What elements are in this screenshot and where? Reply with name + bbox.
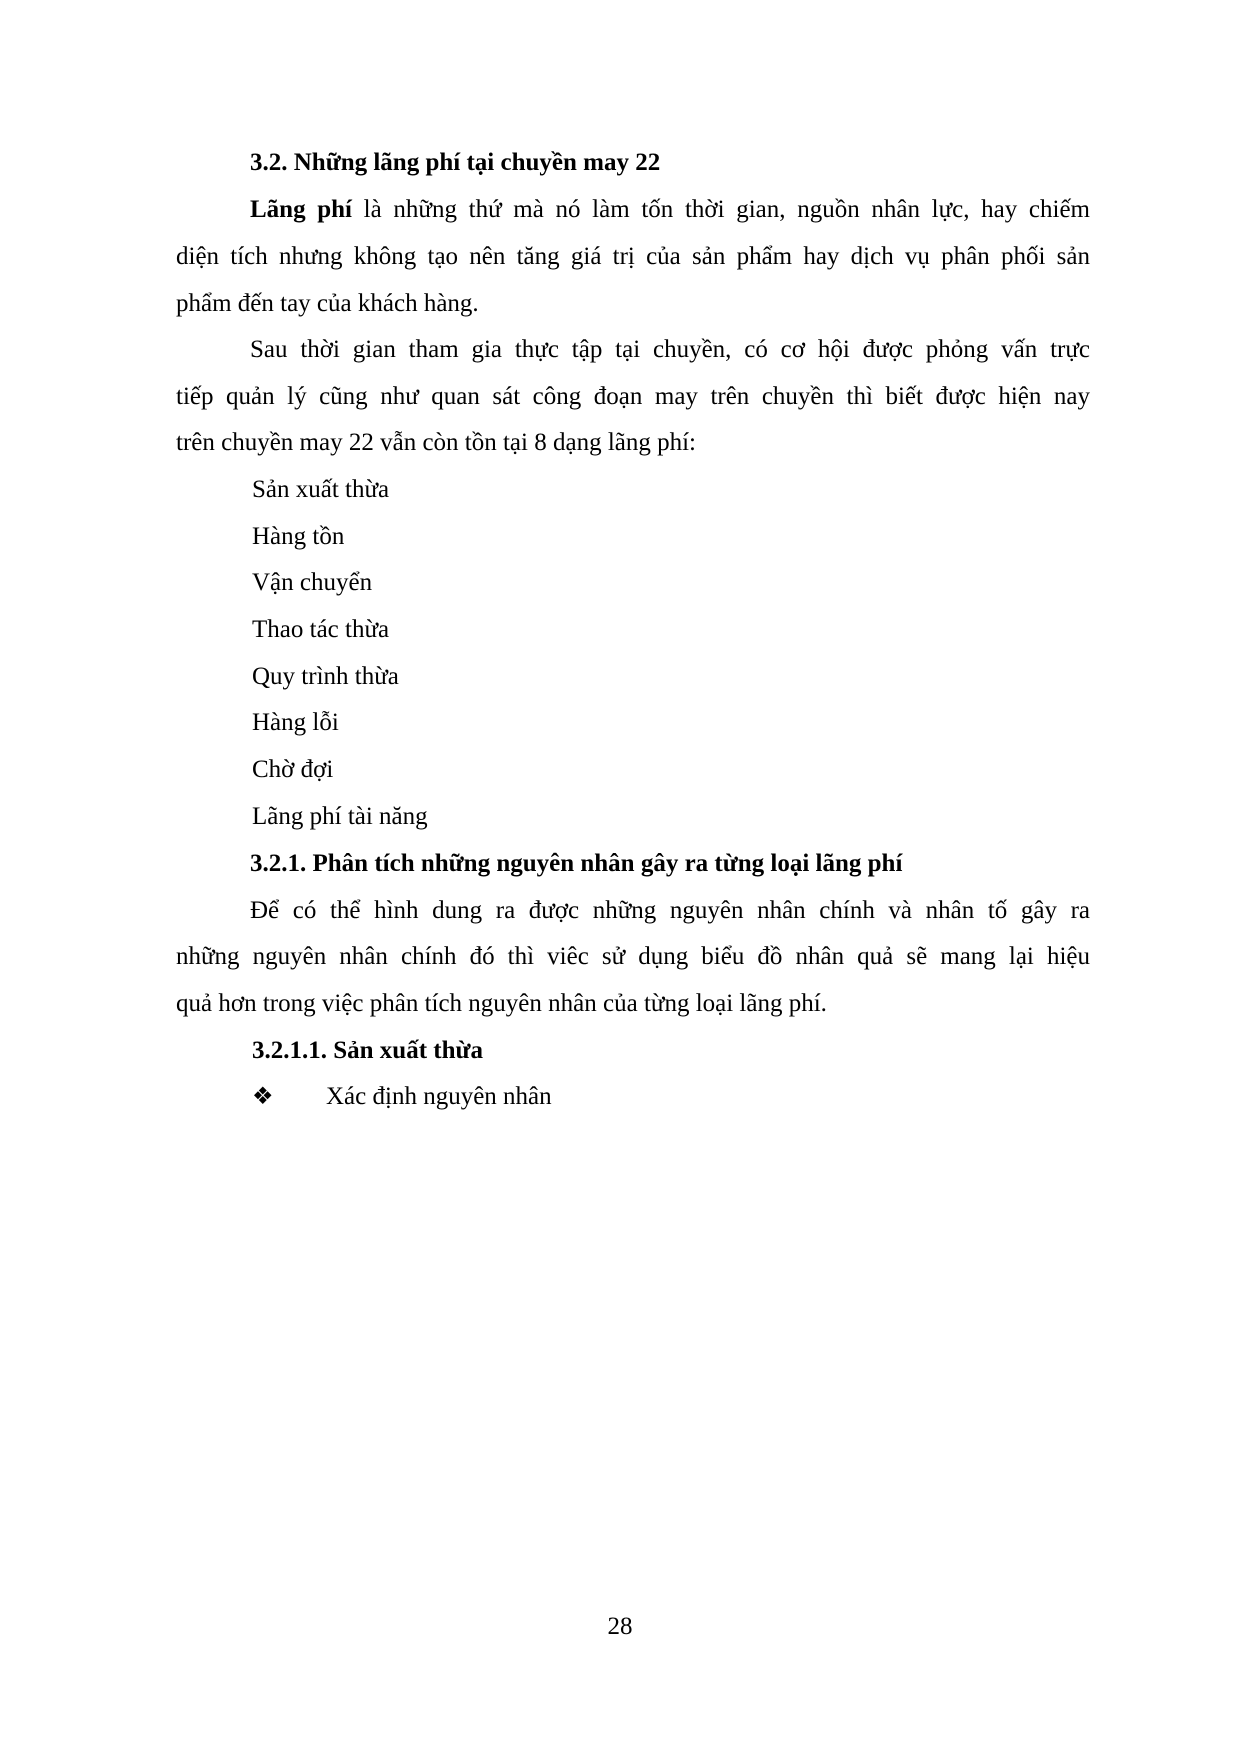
list-item: Chờ đợi: [252, 756, 334, 783]
section-heading: 3.2. Những lãng phí tại chuyền may 22: [250, 149, 661, 176]
list-item: Hàng tồn: [252, 523, 345, 550]
subsubsection-heading: 3.2.1.1. Sản xuất thừa: [252, 1037, 484, 1064]
list-item: Sản xuất thừa: [252, 476, 390, 503]
list-item: Vận chuyển: [252, 569, 373, 596]
intro-line-1: Sau thời gian tham gia thực tập tại chuyền, có cơ hội được phỏng vấn trực: [250, 336, 1090, 363]
bullet-item: Xác định nguyên nhân: [326, 1083, 552, 1110]
subsection-para-line-3: quả hơn trong việc phân tích nguyên nhân của từng loại lãng phí.: [176, 990, 827, 1017]
intro-line-3: trên chuyền may 22 vẫn còn tồn tại 8 dạng lãng phí:: [176, 429, 697, 456]
definition-term: Lãng phí: [250, 196, 353, 223]
intro-line-2: tiếp quản lý cũng như quan sát công đoạn may trên chuyền thì biết được hiện nay: [176, 383, 1090, 410]
list-item: Lãng phí tài năng: [252, 803, 428, 830]
diamond-bullet-icon: ❖: [252, 1084, 274, 1110]
list-item: Thao tác thừa: [252, 616, 390, 643]
subsection-heading: 3.2.1. Phân tích những nguyên nhân gây ra từng loại lãng phí: [250, 850, 903, 877]
definition-line-1: Lãng phí là những thứ mà nó làm tốn thời gian, nguồn nhân lực, hay chiếm: [250, 196, 1090, 223]
subsection-para-line-2: những nguyên nhân chính đó thì viêc sử dụng biểu đồ nhân quả sẽ mang lại hiệu: [176, 943, 1090, 970]
definition-line-2: diện tích nhưng không tạo nên tăng giá trị của sản phẩm hay dịch vụ phân phối sản: [176, 243, 1090, 270]
list-item: Quy trình thừa: [252, 663, 399, 690]
definition-line-3: phẩm đến tay của khách hàng.: [176, 290, 479, 317]
list-item: Hàng lỗi: [252, 709, 339, 736]
page-number: 28: [607, 1613, 633, 1640]
subsection-para-line-1: Để có thể hình dung ra được những nguyên nhân chính và nhân tố gây ra: [250, 897, 1090, 924]
